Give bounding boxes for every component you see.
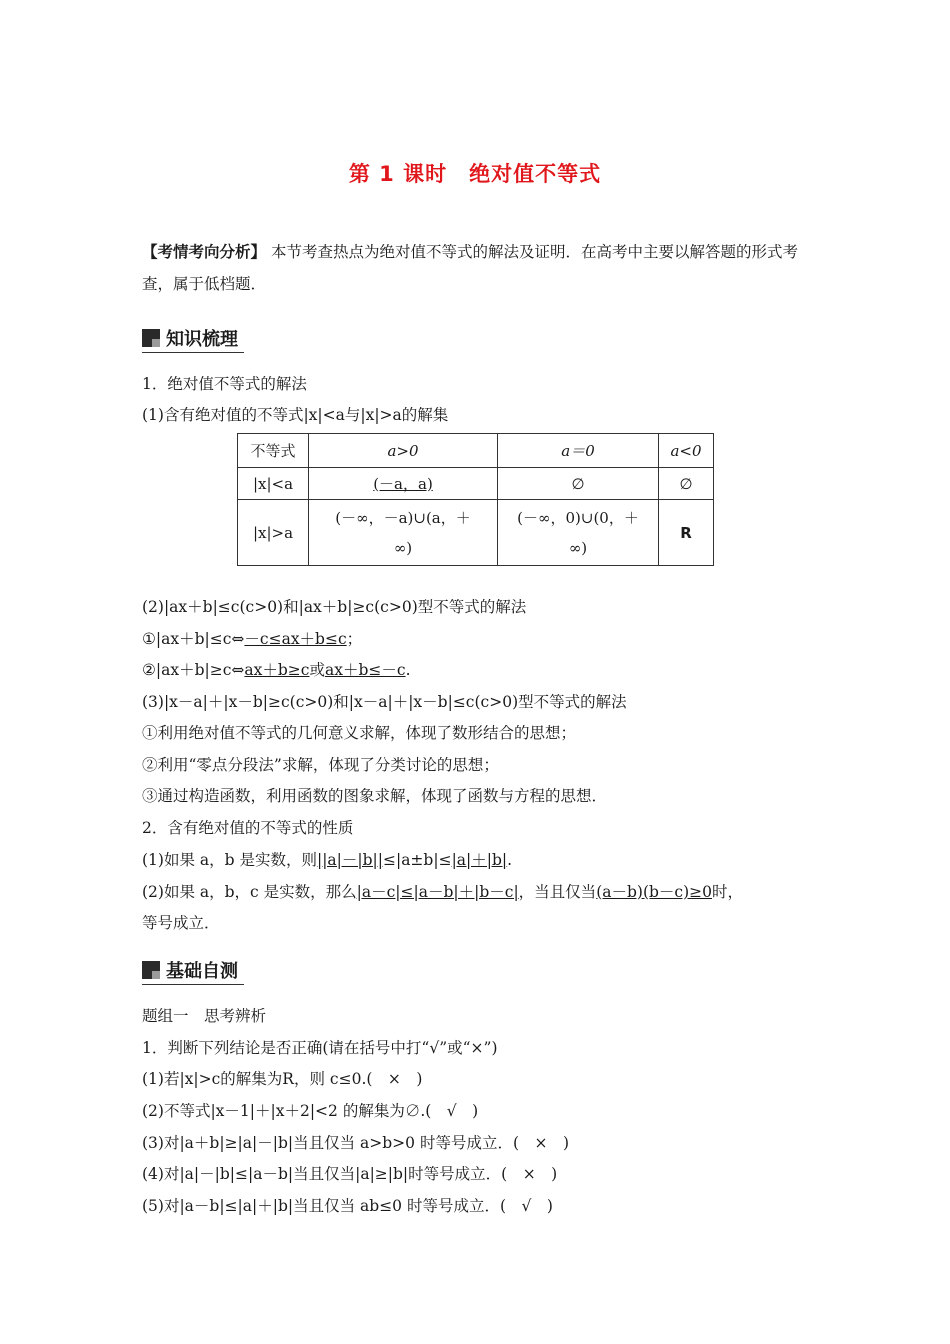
solution-table [237,433,714,566]
section-heading-selftest [142,956,244,985]
table-cell: R [659,500,714,566]
point-2-2-cont: 等号成立． [142,914,220,932]
table-cell: ∅ [659,468,714,500]
intro-paragraph [142,236,822,300]
text: ，当且仅当 [518,883,597,901]
point-1-1: (1)含有绝对值的不等式|x|<a与|x|>a的解集 [142,406,449,424]
answer-blank: (－a，a) [373,475,433,493]
list-item: (3)对|a＋b|≥|a|－|b|当且仅当 a>b>0 时等号成立．( × ) [142,1134,570,1152]
text: 或 [309,661,325,679]
text: (2)如果 a，b，c 是实数，那么 [142,883,357,901]
answer-blank: ax＋b≤－c [325,661,406,679]
point-1-3a: ①利用绝对值不等式的几何意义求解，体现了数形结合的思想； [142,724,577,742]
answer-blank: |a|＋|b| [451,851,508,869]
table-cell [498,500,659,566]
point-1-3: (3)|x－a|＋|x－b|≥c(c>0)和|x－a|＋|x－b|≤c(c>0)型不等式的解法 [142,693,627,711]
table-header-row [238,434,714,468]
list-item: (4)对|a|－|b|≤|a－b|当且仅当|a|≥|b|时等号成立．( × ) [142,1165,558,1183]
cell-text: (－∞，0)∪(0，＋ [517,508,639,527]
table-header: a>0 [309,434,498,468]
text: (1)如果 a，b 是实数，则 [142,851,317,869]
point-2-1 [142,850,512,870]
intro-text: 本节考查热点为绝对值不等式的解法及证明．在高考中主要以解答题的形式考查，属于低档题． [142,243,798,293]
point-1: 1．绝对值不等式的解法 [142,375,307,393]
list-item: (1)若|x|>c的解集为R，则 c≤0.( × ) [142,1070,423,1088]
table-cell: |x|>a [238,500,309,566]
question-1: 1．判断下列结论是否正确(请在括号中打“√”或“×”) [142,1039,498,1057]
answer-blank: (a－b)(b－c)≥0 [596,883,712,901]
table-header: 不等式 [238,434,309,468]
point-2-2 [142,882,743,902]
section-heading-knowledge [142,324,244,353]
section-title: 基础自测 [166,961,238,982]
table-header: a＝0 [498,434,659,468]
point-1-3b: ②利用“零点分段法”求解，体现了分类讨论的思想； [142,756,499,774]
table-row [238,468,714,500]
point-1-2a [142,629,362,649]
point-2: 2．含有绝对值的不等式的性质 [142,819,354,837]
page-title: 第 1 课时 绝对值不等式 [348,162,602,186]
table-cell: |x|<a [238,468,309,500]
cell-text: (－∞，－a)∪(a，＋ [335,508,471,527]
answer-blank: －c≤ax＋b≤c [244,630,347,648]
text: . [507,851,513,869]
point-1-3c: ③通过构造函数，利用函数的图象求解，体现了函数与方程的思想． [142,787,608,805]
text: 时， [712,883,744,901]
section-icon [142,961,160,979]
table-cell [309,500,498,566]
table-header: a<0 [659,434,714,468]
text: . [405,661,411,679]
text: ②|ax＋b|≥c⇔ [142,661,245,679]
table-cell: ∅ [498,468,659,500]
intro-label: 【考情考向分析】 [142,243,267,261]
answer-blank: ax＋b≥c [244,661,310,679]
text: ①|ax＋b|≤c⇔ [142,630,245,648]
answer-blank: |a－c|≤|a－b|＋|b－c| [356,883,519,901]
section-icon [142,329,160,347]
point-1-2: (2)|ax＋b|≤c(c>0)和|ax＋b|≥c(c>0)型不等式的解法 [142,598,527,616]
text: ≤|a±b|≤ [382,851,452,869]
table-row [238,500,714,566]
answer-blank: ||a|－|b|| [316,851,383,869]
table-cell [309,468,498,500]
cell-text: ∞) [568,538,588,557]
cell-text: ∞) [393,538,413,557]
text: ； [346,630,363,648]
list-item: (2)不等式|x－1|＋|x＋2|<2 的解集为∅.( √ ) [142,1102,479,1120]
section-title: 知识梳理 [166,329,238,350]
group-title: 题组一 思考辨析 [142,1007,267,1025]
list-item: (5)对|a－b|≤|a|＋|b|当且仅当 ab≤0 时等号成立．( √ ) [142,1197,553,1215]
point-1-2b [142,660,411,680]
